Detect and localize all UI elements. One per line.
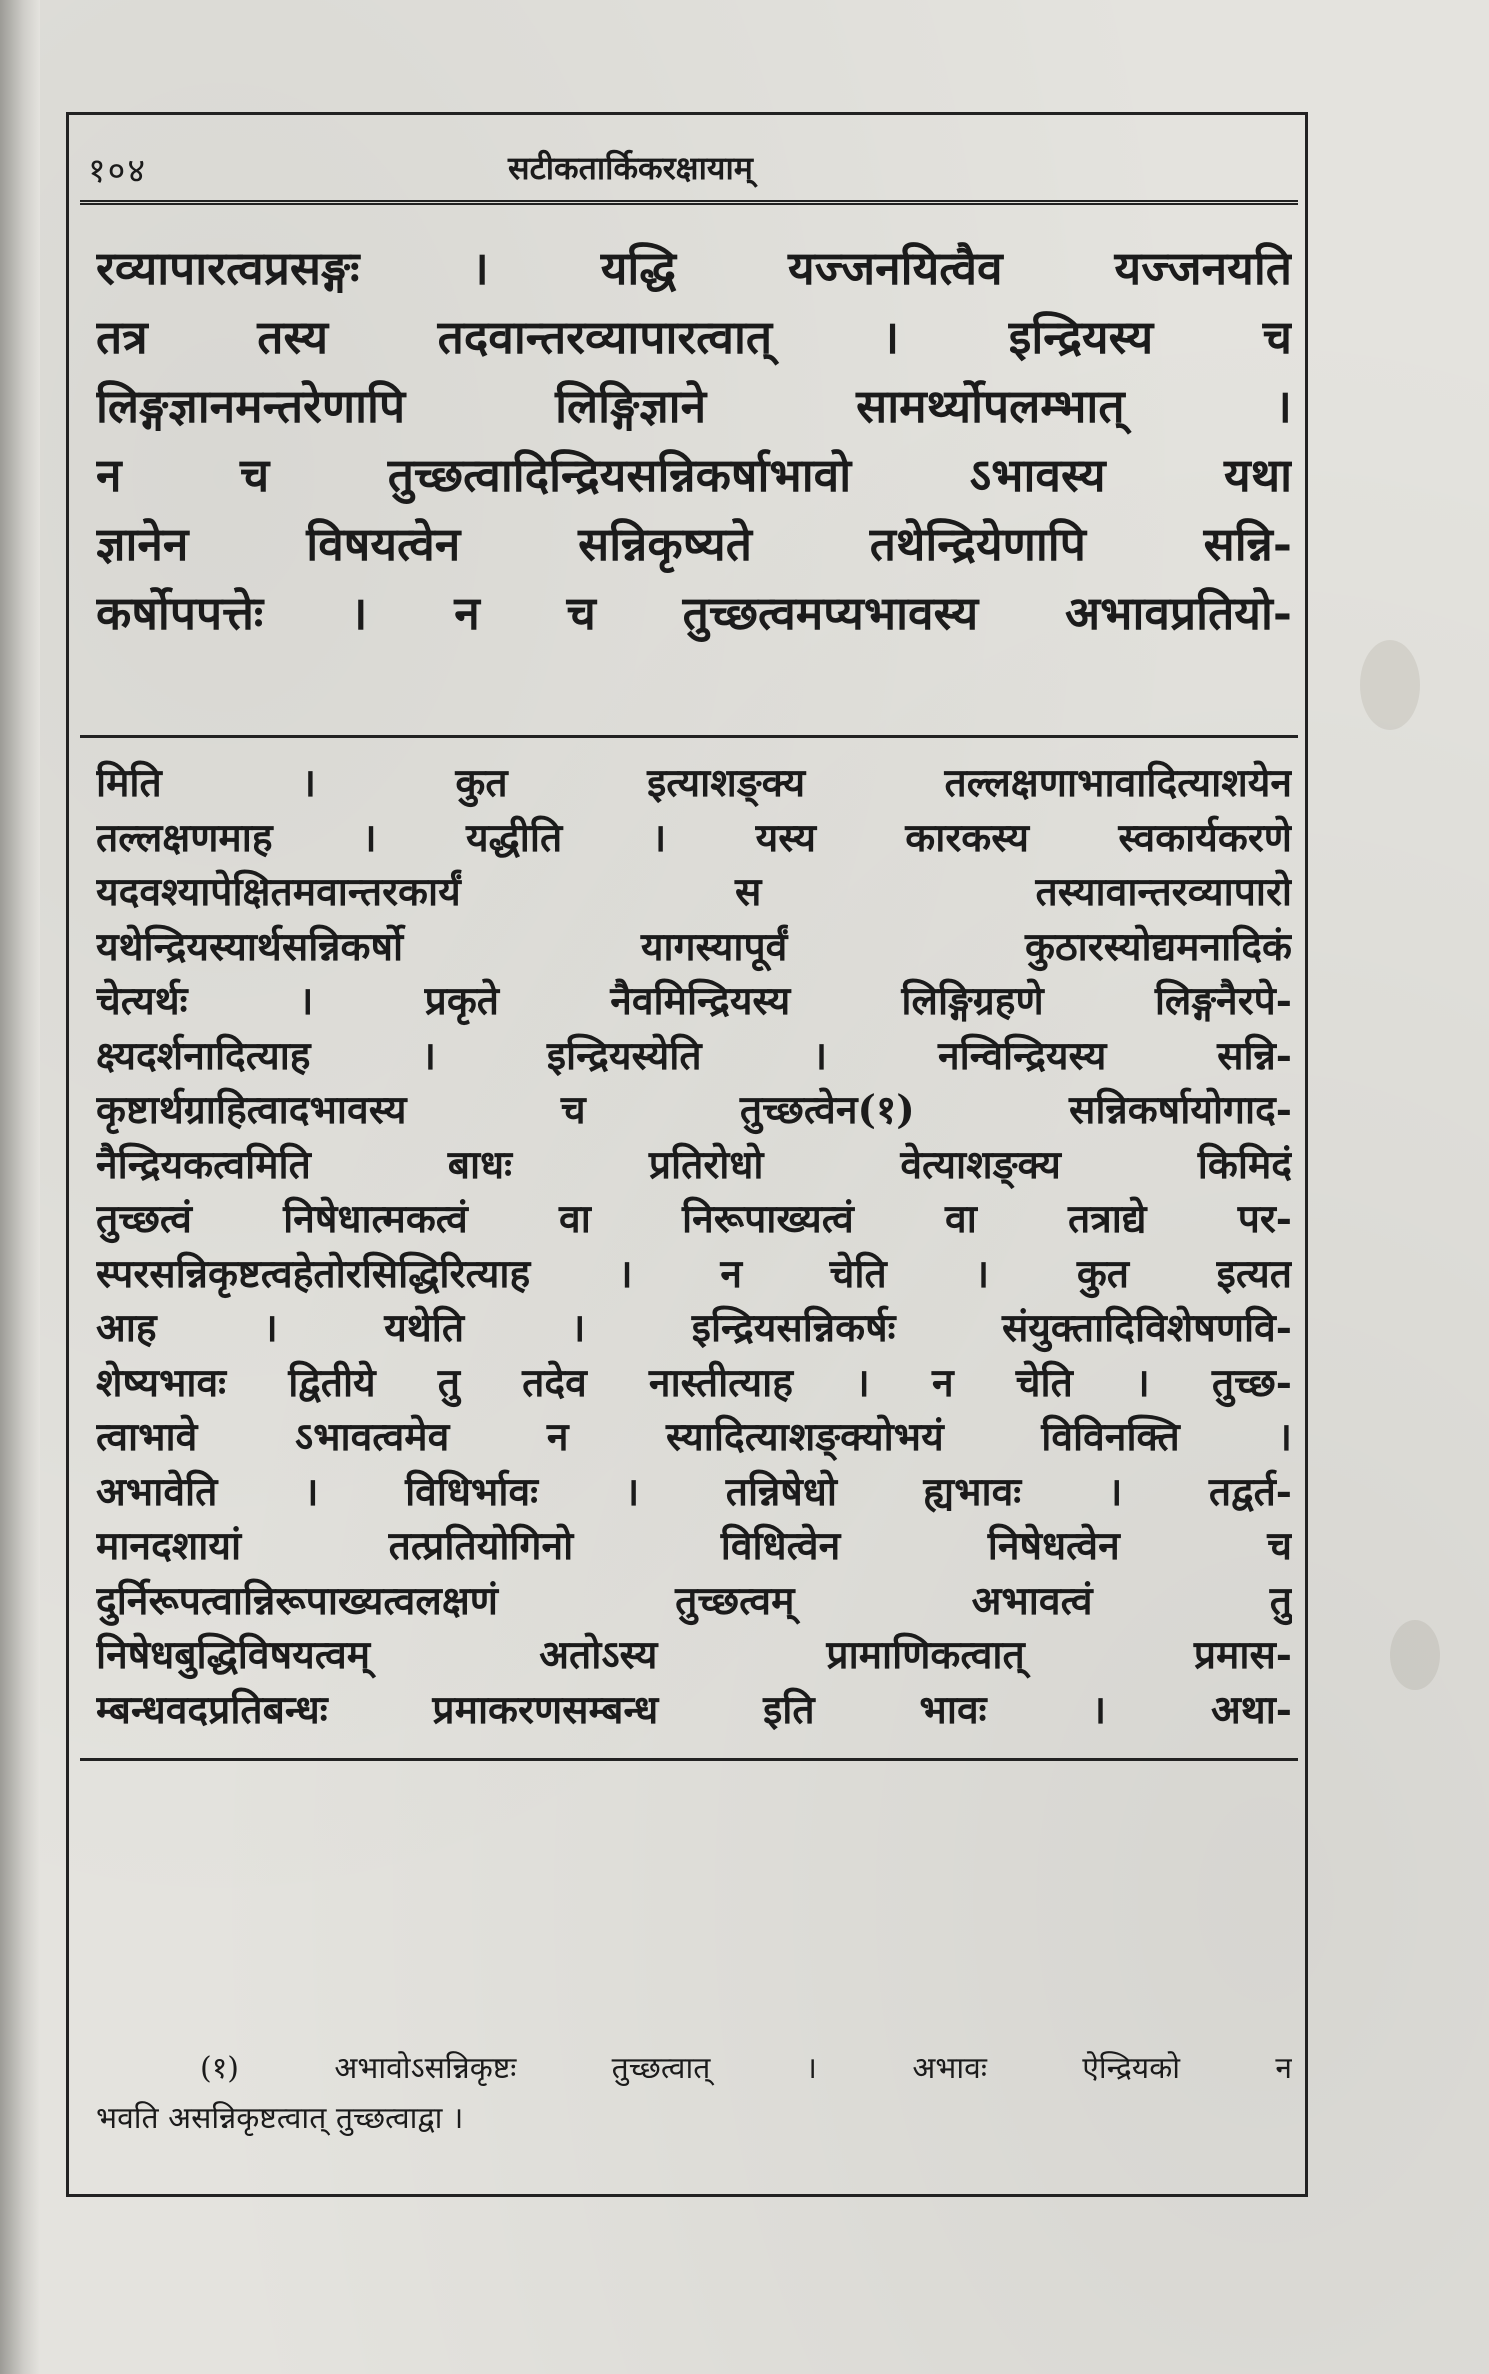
commentary-line: यथेन्द्रियस्यार्थसन्निकर्षो यागस्यापूर्वं कुठारस्योद्यमनादिकं: [96, 923, 1292, 970]
main-text-line: ज्ञानेन विषयत्वेन सन्निकृष्यते तथेन्द्रियेणापि सन्नि-: [96, 517, 1292, 571]
footnote-line: भवति असन्निकृष्टत्वात् तुच्छत्वाद्वा ।: [96, 2101, 464, 2136]
section-divider: [80, 735, 1298, 738]
book-gutter-shadow: [0, 0, 40, 2374]
commentary-line: तल्लक्षणमाह । यद्धीति । यस्य कारकस्य स्वकार्यकरणे: [96, 814, 1292, 861]
commentary-line: त्वाभावे ऽभावत्वमेव न स्यादित्याशङ्क्योभयं विविनक्ति ।: [96, 1414, 1292, 1460]
header-rule: [80, 200, 1298, 205]
commentary: [96, 756, 1292, 1737]
commentary-line: दुर्निरूपत्वान्निरूपाख्यत्वलक्षणं तुच्छत्वम् अभावत्वं तु: [96, 1577, 1292, 1624]
commentary-line: मिति । कुत इत्याशङ्क्य तल्लक्षणाभावादित्याशयेन: [96, 760, 1292, 806]
commentary-line: तुच्छत्वं निषेधात्मकत्वं वा निरूपाख्यत्वं वा तत्राद्ये पर-: [96, 1196, 1292, 1242]
footnote-divider: [80, 1758, 1298, 1761]
commentary-line: निषेधबुद्धिविषयत्वम् अतोऽस्य प्रामाणिकत्वात् प्रमास-: [96, 1632, 1292, 1678]
commentary-line: आह । यथेति । इन्द्रियसन्निकर्षः संयुक्तादिविशेषणवि-: [96, 1305, 1292, 1351]
main-text: [96, 234, 1292, 648]
commentary-line: चेत्यर्थः । प्रकृते नैवमिन्द्रियस्य लिङ्गिग्रहणे लिङ्गनैरपे-: [96, 978, 1292, 1024]
commentary-line: अभावेति । विधिर्भावः । तन्निषेधो ह्यभावः । तद्वर्त-: [96, 1468, 1292, 1515]
commentary-line: मानदशायां तत्प्रतियोगिनो विधित्वेन निषेधत्वेन च: [96, 1523, 1292, 1569]
running-head: सटीकतार्किकरक्षायाम्: [508, 149, 753, 187]
commentary-line: यदवश्यापेक्षितमवान्तरकार्यं स तस्यावान्तरव्यापारो: [96, 869, 1292, 915]
main-text-line: न च तुच्छत्वादिन्द्रियसन्निकर्षाभावो ऽभावस्य यथा: [96, 448, 1292, 502]
main-text-line: कर्षोपपत्तेः । न च तुच्छत्वमप्यभावस्य अभावप्रतियो-: [96, 586, 1292, 640]
footnote: [96, 2044, 1292, 2144]
main-text-line: रव्यापारत्वप्रसङ्गः । यद्धि यज्जनयित्वैव यज्जनयति: [96, 241, 1292, 295]
commentary-line: स्परसन्निकृष्टत्वहेतोरसिद्धिरित्याह । न चेति । कुत इत्यत: [96, 1250, 1292, 1297]
footnote-line: (१) अभावोऽसन्निकृष्टः तुच्छत्वात् । अभावः ऐन्द्रियको न: [200, 2051, 1292, 2086]
page-number: १०४: [88, 151, 148, 191]
paper-stain: [1390, 1620, 1440, 1690]
commentary-line: म्बन्धवदप्रतिबन्धः प्रमाकरणसम्बन्ध इति भावः । अथा-: [96, 1686, 1292, 1733]
commentary-line: कृष्टार्थग्राहित्वादभावस्य च तुच्छत्वेन(१) सन्निकर्षायोगाद-: [96, 1087, 1292, 1133]
commentary-line: क्ष्यदर्शनादित्याह । इन्द्रियस्येति । नन्विन्द्रियस्य सन्नि-: [96, 1032, 1292, 1079]
main-text-line: तत्र तस्य तदवान्तरव्यापारत्वात् । इन्द्रियस्य च: [96, 310, 1292, 364]
page-header: [88, 140, 1288, 194]
paper-stain: [1360, 640, 1420, 730]
main-text-line: लिङ्गज्ञानमन्तरेणापि लिङ्गिज्ञाने सामर्थ्योपलम्भात् ।: [96, 379, 1292, 433]
commentary-line: नैन्द्रियकत्वमिति बाधः प्रतिरोधो वेत्याशङ्क्य किमिदं: [96, 1141, 1292, 1188]
commentary-line: शेष्यभावः द्वितीये तु तदेव नास्तीत्याह । न चेति । तुच्छ-: [96, 1359, 1292, 1406]
